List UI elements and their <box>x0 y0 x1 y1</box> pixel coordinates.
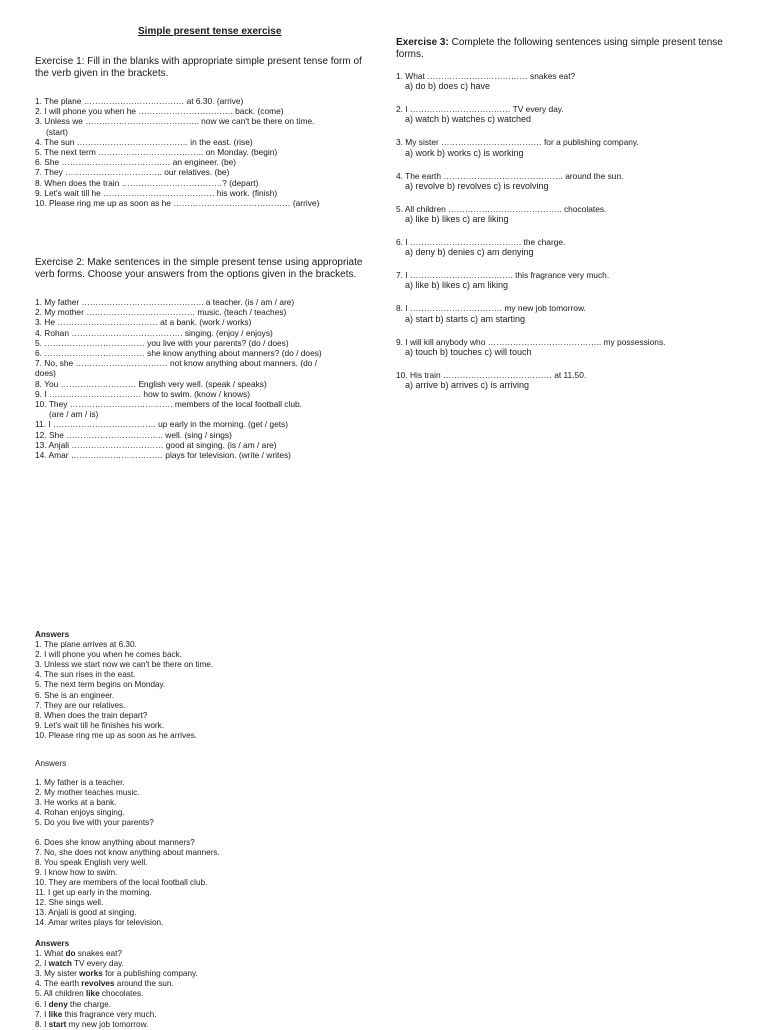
list-item: 14. Amar …………………………… plays for television. (write / writes) <box>35 450 291 461</box>
answer-text: 5. All children <box>35 989 86 999</box>
answer-text: this fragrance very much. <box>62 1009 157 1019</box>
question-item <box>396 270 736 290</box>
question-item <box>396 137 736 157</box>
list-item: 7. No, she does not know anything about manners. <box>35 847 220 857</box>
question-text: 8. I …………………………… my new job tomorrow. <box>396 303 586 314</box>
list-item: 10. Please ring me up as soon as he arrives. <box>35 730 198 740</box>
answer-verb: revolves <box>81 979 115 989</box>
answer-verb: like <box>85 989 100 999</box>
question-item <box>396 104 736 124</box>
exercise-3-label: Exercise 3: <box>396 37 449 48</box>
question-text: 5. All children ………………………………….. chocolates. <box>396 203 607 214</box>
question-item <box>396 71 736 91</box>
question-item <box>396 204 736 224</box>
answer-text: snakes eat? <box>75 949 122 959</box>
answer-verb: like <box>48 1009 63 1019</box>
answer-verb: start <box>48 1019 67 1029</box>
answer-text: 8. I <box>35 1019 49 1029</box>
list-item: 8. When does the train depart? <box>35 710 148 720</box>
answer-options: a) do b) does c) have <box>405 81 491 92</box>
list-item: 11. I get up early in the morning. <box>35 888 152 898</box>
answer-verb: do <box>65 949 76 959</box>
list-item: 10. They are members of the local football club. <box>35 877 208 887</box>
list-item: 4. The sun …………………………………. in the east. (rise) <box>35 136 253 147</box>
list-item: 10. They ………………………………. members of the local football club. <box>35 399 303 410</box>
answers-3-list <box>35 949 365 1030</box>
answer-text: 2. I <box>35 959 49 969</box>
list-item: (are / am / is) <box>49 409 99 420</box>
answer-text: 7. I <box>35 1009 49 1019</box>
list-item: 6. Does she know anything about manners? <box>35 837 195 847</box>
question-text: 2. I ……………………………… TV every day. <box>396 104 564 115</box>
list-item: 9. I …………………………… how to swim. (know / knows) <box>35 388 250 399</box>
question-text: 7. I ………………………………. this fragrance very much. <box>396 270 610 281</box>
answers-exercise-3 <box>35 939 365 1030</box>
list-item <box>35 959 365 969</box>
page-title: Simple present tense exercise <box>138 26 282 37</box>
list-item: 2. My mother ………………………………… music. (teach / teaches) <box>35 307 287 318</box>
list-item: 1. The plane arrives at 6.30. <box>35 640 137 650</box>
question-text: 4. The earth ……………………………………. around the sun. <box>396 170 624 181</box>
answer-text: 4. The earth <box>35 979 82 989</box>
answers-heading: Answers <box>35 630 70 639</box>
exercise-2-list <box>35 297 375 460</box>
list-item <box>35 979 365 989</box>
answers-exercise-2 <box>35 759 365 928</box>
list-item: 3. Unless we ………………………………….. now we can't be there on time. <box>35 116 315 127</box>
list-item: 1. My father …………………………………….. a teacher. (is / am / are) <box>35 297 295 307</box>
answer-text: 6. I <box>35 999 49 1009</box>
list-item: 6. She ………………………………… an engineer. (be) <box>35 157 237 168</box>
list-item <box>35 1000 365 1010</box>
question-item <box>396 171 736 191</box>
list-item: 2. My mother teaches music. <box>35 788 140 798</box>
answer-verb: watch <box>48 959 72 969</box>
list-item: does) <box>35 368 56 379</box>
exercise-3 <box>396 37 736 403</box>
list-item: 5. The next term ……………………………….. on Monday. (begin) <box>35 147 278 158</box>
list-item: 7. They …………………………….. our relatives. (be) <box>35 167 230 178</box>
answer-text: around the sun. <box>114 979 174 989</box>
answer-options: a) deny b) denies c) am denying <box>405 247 534 258</box>
question-text: 6. I …………………………………. the charge. <box>396 237 566 248</box>
answer-text: my new job tomorrow. <box>66 1019 149 1029</box>
list-item: 3. He ……………………………… at a bank. (work / works) <box>35 317 252 328</box>
list-item: 8. You ……………………… English very well. (speak / speaks) <box>35 378 267 389</box>
list-item: 10. Please ring me up as soon as he …………………………………… (arrive) <box>35 198 320 209</box>
answer-options: a) touch b) touches c) will touch <box>405 346 532 357</box>
exercise-2-heading: Exercise 2: Make sentences in the simple present tense using appropriate verb forms. Choose your answers from the options given in the brackets. <box>35 257 363 280</box>
list-item: 4. The sun rises in the east. <box>35 670 136 680</box>
list-item: 7. They are our relatives. <box>35 700 126 710</box>
answer-text: 3. My sister <box>35 969 80 979</box>
answer-text: TV every day. <box>71 959 124 969</box>
question-text: 9. I will kill anybody who ………………………………….. my possessions. <box>396 336 666 347</box>
answer-options: a) work b) works c) is working <box>405 147 524 158</box>
question-item <box>396 237 736 257</box>
list-item: 7. No, she …………………………… not know anything about manners. (do / <box>35 358 318 369</box>
answers-1-list <box>35 640 365 741</box>
list-item: 3. He works at a bank. <box>35 798 117 808</box>
list-item: 13. Anjali …………………………… good at singing. (is / am / are) <box>35 439 277 450</box>
question-item <box>396 370 736 390</box>
answers-heading: Answers <box>35 939 70 948</box>
list-item: 13. Anjali is good at singing. <box>35 908 137 918</box>
list-item: 8. When does the train ………………………………? (depart) <box>35 177 259 188</box>
answer-text: for a publishing company. <box>102 969 198 979</box>
exercise-3-instructions: Complete the following sentences using simple present tense forms. <box>396 37 723 60</box>
list-item <box>35 1010 365 1020</box>
question-text: 3. My sister ……………………………… for a publishing company. <box>396 137 639 148</box>
question-item <box>396 337 736 357</box>
list-item: 12. She sings well. <box>35 898 104 908</box>
answers-2-list-a <box>35 778 365 828</box>
exercise-1-list <box>35 96 375 208</box>
list-item: 2. I will phone you when he ……………………………. back. (come) <box>35 106 284 117</box>
list-item: 6. She is an engineer. <box>35 690 115 700</box>
list-item <box>35 1020 365 1030</box>
exercise-3-heading <box>396 37 736 61</box>
answer-options: a) like b) likes c) am liking <box>405 280 509 291</box>
list-item <box>35 989 365 999</box>
answer-options: a) start b) starts c) am starting <box>405 313 526 324</box>
list-item: 6. ……………………………… she know anything about manners? (do / does) <box>35 348 322 359</box>
list-item: 5. ……………………………… you live with your parents? (do / does) <box>35 337 289 348</box>
answers-heading: Answers <box>35 759 67 768</box>
list-item <box>35 949 365 959</box>
exercise-3-list <box>396 71 736 390</box>
answer-text: the charge. <box>67 999 112 1009</box>
exercise-1 <box>35 56 375 208</box>
list-item: 2. I will phone you when he comes back. <box>35 650 183 660</box>
list-item: (start) <box>46 126 68 137</box>
list-item: 8. You speak English very well. <box>35 857 148 867</box>
question-text: 10. His train ………………………………… at 11.50. <box>396 369 587 380</box>
answer-options: a) arrive b) arrives c) is arriving <box>405 380 530 391</box>
question-item <box>396 303 736 323</box>
answer-options: a) revolve b) revolves c) is revolving <box>405 180 549 191</box>
list-item: 5. The next term begins on Monday. <box>35 680 166 690</box>
list-item: 11. I ………………………………. up early in the morning. (get / gets) <box>35 419 289 430</box>
answer-text: chocolates. <box>99 989 144 999</box>
list-item: 5. Do you live with your parents? <box>35 818 154 828</box>
list-item: 9. Let's wait till he finishes his work. <box>35 720 164 730</box>
list-item: 4. Rohan …………………………………. singing. (enjoy / enjoys) <box>35 327 273 338</box>
answer-options: a) watch b) watches c) watched <box>405 114 532 125</box>
list-item: 14. Amar writes plays for television. <box>35 918 164 928</box>
exercise-1-heading: Exercise 1: Fill in the blanks with appropriate simple present tense form of the verb given in the brackets. <box>35 56 362 79</box>
answers-exercise-1 <box>35 630 365 741</box>
list-item <box>35 969 365 979</box>
list-item: 1. The plane ……………………………… at 6.30. (arrive) <box>35 96 244 106</box>
list-item: 1. My father is a teacher. <box>35 778 125 788</box>
question-text: 1. What ……………………………… snakes eat? <box>396 71 576 81</box>
answer-verb: works <box>79 969 103 979</box>
answer-options: a) like b) likes c) are liking <box>405 214 509 225</box>
answer-text: 1. What <box>35 949 66 959</box>
answers-2-list-b <box>35 838 365 929</box>
answer-verb: deny <box>48 999 68 1009</box>
exercise-2 <box>35 257 375 460</box>
list-item: 12. She …………………………….. well. (sing / sings) <box>35 429 232 440</box>
list-item: 9. Let's wait till he …………………………………. his work. (finish) <box>35 187 278 198</box>
list-item: 9. I know how to swim. <box>35 867 118 877</box>
list-item: 4. Rohan enjoys singing. <box>35 808 125 818</box>
list-item: 3. Unless we start now we can't be there on time. <box>35 660 214 670</box>
